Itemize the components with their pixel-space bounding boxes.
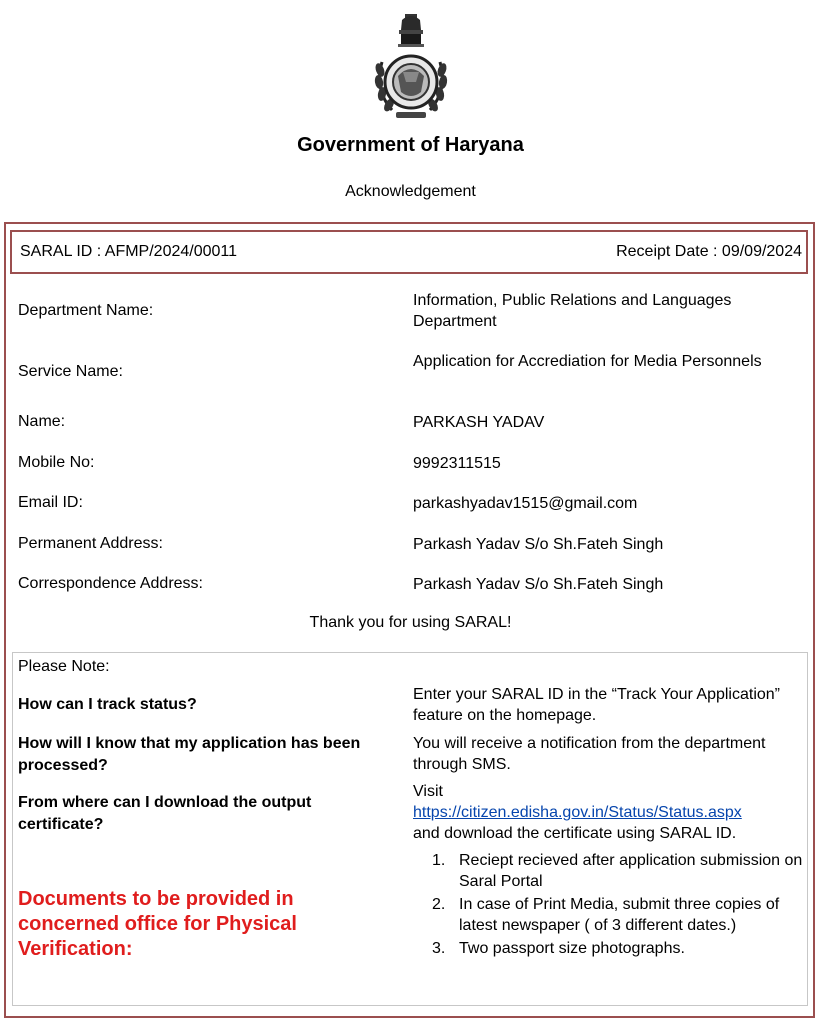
- saral-id: SARAL ID : AFMP/2024/00011: [20, 243, 238, 260]
- service-name-label: Service Name:: [18, 363, 123, 380]
- faq-question-track: How can I track status?: [18, 696, 197, 713]
- permanent-address-label: Permanent Address:: [18, 535, 163, 552]
- department-name-value: Information, Public Relations and Languages Department: [413, 292, 732, 330]
- documents-required-title: Documents to be provided in concerned office for Physical Verification:: [18, 888, 297, 960]
- faq-question-processed: How will I know that my application has been processed?: [18, 735, 361, 774]
- correspondence-address-value: Parkash Yadav S/o Sh.Fateh Singh: [413, 576, 664, 593]
- haryana-emblem-logo: [368, 10, 454, 122]
- list-item-number: 1.: [432, 852, 446, 869]
- list-item-number: 3.: [432, 940, 446, 957]
- correspondence-address-label: Correspondence Address:: [18, 575, 203, 592]
- list-item: [432, 850, 812, 892]
- mobile-value: 9992311515: [413, 455, 501, 472]
- applicant-name-value: PARKASH YADAV: [413, 414, 545, 431]
- email-value: parkashyadav1515@gmail.com: [413, 495, 638, 512]
- applicant-name-label: Name:: [18, 413, 66, 430]
- list-item-text: Reciept recieved after application submission on Saral Portal: [459, 852, 803, 890]
- documents-list: [432, 850, 812, 961]
- receipt-date: Receipt Date : 09/09/2024: [616, 243, 802, 260]
- faq-answer-download: [413, 781, 808, 844]
- mobile-label: Mobile No:: [18, 454, 95, 471]
- email-label: Email ID:: [18, 494, 83, 511]
- saral-id-bar: [10, 230, 808, 274]
- list-item: [432, 938, 812, 959]
- list-item-text: In case of Print Media, submit three copies of latest newspaper ( of 3 different dates.): [459, 896, 780, 934]
- page-title: Government of Haryana: [297, 134, 524, 156]
- status-link[interactable]: https://citizen.edisha.gov.in/Status/Status.aspx: [413, 804, 742, 821]
- faq-question-download: From where can I download the output certificate?: [18, 794, 312, 833]
- please-note-heading: Please Note:: [18, 658, 110, 675]
- list-item-number: 2.: [432, 896, 446, 913]
- visit-text: Visit: [413, 783, 443, 800]
- list-item-text: Two passport size photographs.: [459, 940, 685, 957]
- acknowledgement-subtitle: Acknowledgement: [345, 183, 476, 200]
- faq-answer-processed: You will receive a notification from the department through SMS.: [413, 735, 766, 773]
- download-instruction: and download the certificate using SARAL ID.: [413, 825, 737, 842]
- department-name-label: Department Name:: [18, 302, 154, 319]
- permanent-address-value: Parkash Yadav S/o Sh.Fateh Singh: [413, 536, 664, 553]
- service-name-value: Application for Accrediation for Media Personnels: [413, 353, 762, 370]
- faq-answer-track: Enter your SARAL ID in the “Track Your Application” feature on the homepage.: [413, 686, 780, 724]
- list-item: [432, 894, 812, 936]
- thank-you-message: Thank you for using SARAL!: [309, 614, 512, 631]
